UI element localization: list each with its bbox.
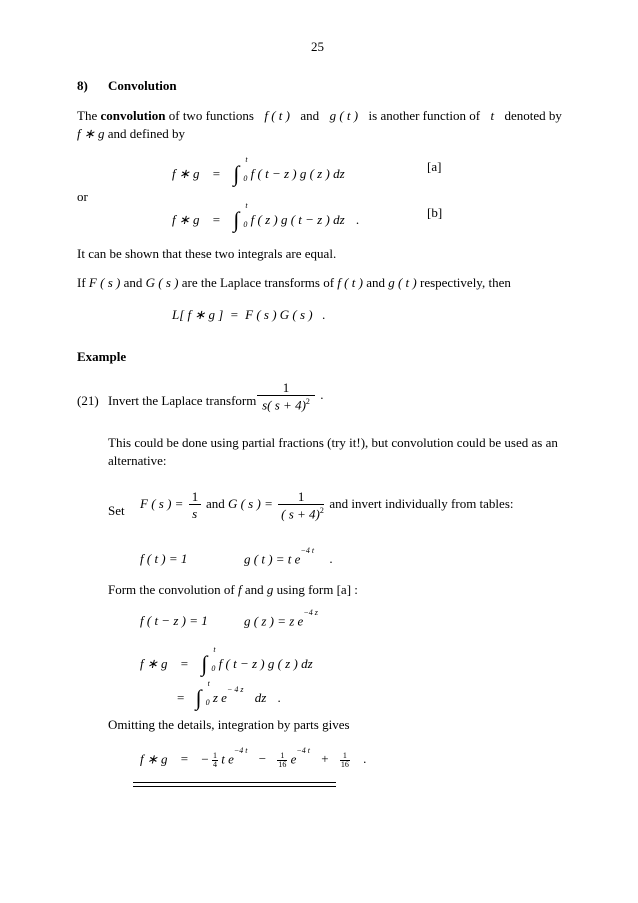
integral-sign: ∫ bbox=[233, 161, 240, 186]
example-21-fraction: $\frac{1}{s( s + 4)^2}$ . bbox=[255, 381, 324, 411]
example-heading: Example bbox=[77, 349, 127, 364]
intro-text-2: is another function of bbox=[368, 108, 481, 123]
or-text: or bbox=[77, 189, 88, 204]
intro-line-2: f ∗ g and defined by bbox=[77, 126, 186, 141]
integral-sign: ∫ bbox=[195, 685, 202, 710]
gt-equation: g ( t ) = t $e^{-4 t}$ . bbox=[244, 546, 333, 567]
example-21-text: Invert the Laplace transform bbox=[108, 393, 257, 408]
page-number: 25 bbox=[311, 39, 324, 54]
equation-b: f ∗ g = ∫ t 0 f ( z ) g ( t − z ) dz . bbox=[172, 201, 360, 232]
equal-text: It can be shown that these two integrals are equal. bbox=[77, 246, 337, 261]
section-number: 8) bbox=[77, 78, 88, 93]
gz-equation: g ( z ) = z $e^{-4 z}$ bbox=[244, 608, 318, 629]
section-title: Convolution bbox=[108, 78, 177, 93]
laplace-line: If F ( s ) and G ( s ) are the Laplace transforms of f ( t ) and g ( t ) respectively, then bbox=[77, 275, 511, 290]
equation-a-tag: [a] bbox=[427, 159, 442, 174]
convolution-equation-2: = ∫ t 0 z $e^{- 4 z}$ dz . bbox=[177, 679, 281, 710]
integral-sign: ∫ bbox=[233, 207, 240, 232]
result-equation: f ∗ g = − $\frac{1}{4}$ t $e^{-4 t}$ − $\frac{1}{16}$ $e^{-4 t}$ + $\frac{1}{16}$ . bbox=[140, 746, 367, 769]
set-label: Set bbox=[108, 503, 125, 518]
intro-and: and bbox=[300, 108, 320, 123]
intro-line-1 bbox=[77, 109, 562, 122]
intro-gt: g ( t ) bbox=[329, 108, 359, 123]
equation-a: f ∗ g = ∫ t 0 f ( t − z ) g ( z ) dz bbox=[172, 155, 345, 186]
paragraph-1-line-2: alternative: bbox=[108, 453, 167, 468]
example-21-label: (21) bbox=[77, 393, 99, 408]
intro-t: t bbox=[490, 108, 495, 123]
ft-equation: f ( t ) = 1 bbox=[140, 551, 188, 566]
set-equation: F ( s ) = $\frac{1}{s}$ and G ( s ) = $\frac{1}{( s + 4)^2}$ and invert individually from tables: bbox=[140, 489, 514, 522]
result-double-underline bbox=[133, 782, 336, 787]
convolution-equation-1: f ∗ g = ∫ t 0 f ( t − z ) g ( z ) dz bbox=[140, 645, 313, 676]
ftz-equation: f ( t − z ) = 1 bbox=[140, 613, 208, 628]
form-line: Form the convolution of f and g using form [a] : bbox=[108, 582, 358, 597]
laplace-equation: L[ f ∗ g ] = F ( s ) G ( s ) . bbox=[172, 307, 326, 322]
intro-ft: f ( t ) bbox=[264, 108, 290, 123]
integral-sign: ∫ bbox=[201, 651, 208, 676]
equation-b-tag: [b] bbox=[427, 205, 443, 220]
intro-text: The convolution of two functions bbox=[77, 108, 254, 123]
omit-text: Omitting the details, integration by parts gives bbox=[108, 717, 350, 732]
paragraph-1-line-1: This could be done using partial fractions (try it!), but convolution could be used as an bbox=[108, 435, 558, 450]
intro-text-3: denoted by bbox=[504, 108, 562, 123]
